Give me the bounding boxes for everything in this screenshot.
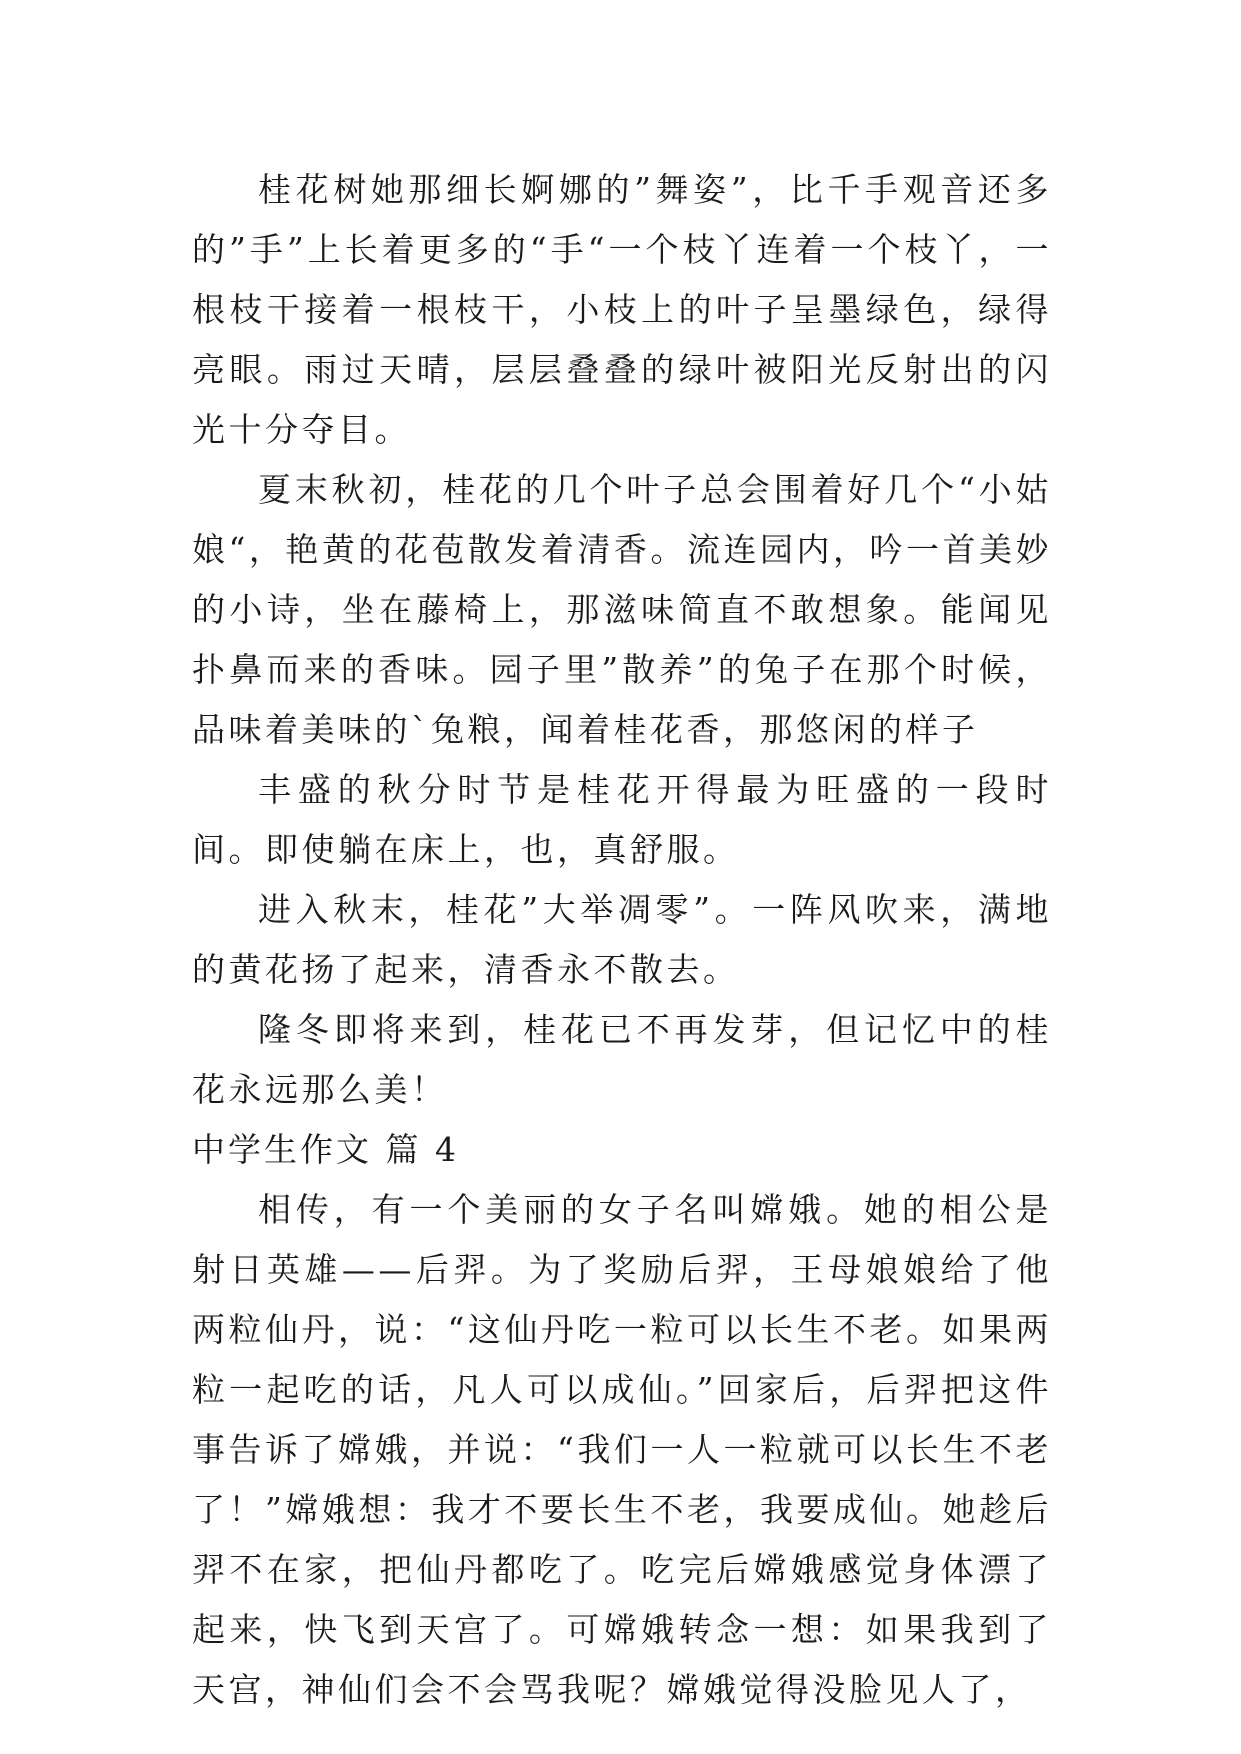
paragraph-change-legend: 相传，有一个美丽的女子名叫嫦娥。她的相公是射日英雄——后羿。为了奖励后羿，王母娘娘给了他两粒仙丹，说：“这仙丹吃一粒可以长生不老。如果两粒一起吃的话，凡人可以成仙。”回家后，后羿把这件事告诉了嫦娥，并说：“我们一人一粒就可以长生不老了！”嫦娥想：我才不要长生不老，我要成仙。她趁后羿不在家，把仙丹都吃了。吃完后嫦娥感觉身体漂了起来，快飞到天宫了。可嫦娥转念一想：如果我到了天宫，神仙们会不会骂我呢？嫦娥觉得没脸见人了，: [192, 1190, 1052, 1709]
document-body: [192, 160, 1052, 1720]
paragraph-late-autumn: 进入秋末，桂花”大举凋零”。一阵风吹来，满地的黄花扬了起来，清香永不散去。: [192, 890, 1052, 989]
paragraph-osmanthus-tree: 桂花树她那细长婀娜的”舞姿”，比千手观音还多的”手”上长着更多的“手“一个枝丫连着一个枝丫，一根枝干接着一根枝干，小枝上的叶子呈墨绿色，绿得亮眼。雨过天晴，层层叠叠的绿叶被阳光反射出的闪光十分夺目。: [192, 170, 1052, 449]
essay-heading: 中学生作文 篇 4: [192, 1130, 459, 1169]
paragraph-autumn-equinox: 丰盛的秋分时节是桂花开得最为旺盛的一段时间。即使躺在床上，也，真舒服。: [192, 770, 1052, 869]
paragraph-winter: 隆冬即将来到，桂花已不再发芽，但记忆中的桂花永远那么美！: [192, 1010, 1052, 1109]
paragraph-summer-autumn: 夏末秋初，桂花的几个叶子总会围着好几个“小姑娘“，艳黄的花苞散发着清香。流连园内，吟一首美妙的小诗，坐在藤椅上，那滋味简直不敢想象。能闻见扑鼻而来的香味。园子里”散养”的兔子在那个时候，品味着美味的`兔粮，闻着桂花香，那悠闲的样子: [192, 470, 1052, 749]
